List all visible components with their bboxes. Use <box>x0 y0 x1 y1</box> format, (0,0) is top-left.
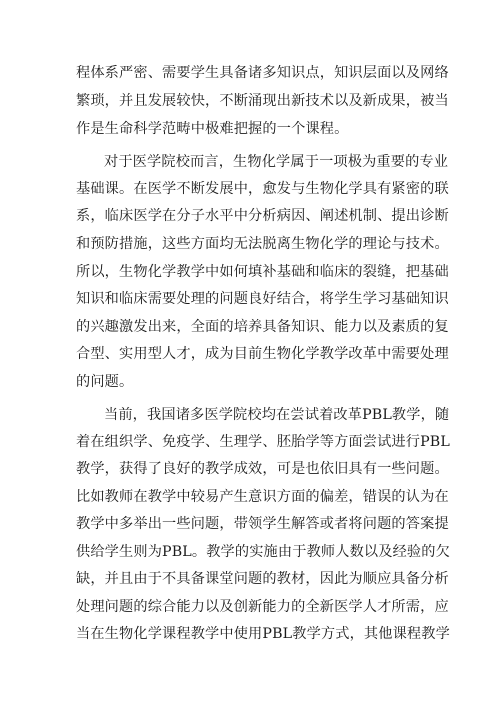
text-line: 知识和临床需要处理的问题良好结合，将学生学习基础知识 <box>76 291 449 307</box>
text-line: 供给学生则为PBL。教学的实施由于教师人数以及经验的欠 <box>76 544 450 560</box>
text-line: 系，临床医学在分子水平中分析病因、阐述机制、提出诊断 <box>76 208 449 224</box>
text-line: 比如教师在教学中较易产生意识方面的偏差，错误的认为在 <box>76 489 449 505</box>
text-line: 基础课。在医学不断发展中，愈发与生物化学具有紧密的联 <box>76 181 449 197</box>
text-line: 的兴趣激发出来，全面的培养具备知识、能力以及素质的复 <box>76 319 449 335</box>
text-line: 作是生命科学范畴中极难把握的一个课程。 <box>76 121 349 137</box>
text-line: 的问题。 <box>76 374 134 390</box>
text-line: 繁琐，并且发展较快，不断涌现出新技术以及新成果，被当 <box>76 93 449 109</box>
text-line: 处理问题的综合能力以及创新能力的全新医学人才所需，应 <box>76 599 449 615</box>
text-line: 所以，生物化学教学中如何填补基础和临床的裂缝，把基础 <box>76 264 449 280</box>
text-line: 和预防措施，这些方面均无法脱离生物化学的理论与技术。 <box>76 236 449 252</box>
text-line: 教学，获得了良好的教学成效，可是也依旧具有一些问题。 <box>76 461 449 477</box>
text-line: 缺，并且由于不具备课堂问题的教材，因此为顺应具备分析 <box>76 571 449 587</box>
text-line: 着在组织学、免疫学、生理学、胚胎学等方面尝试进行PBL <box>76 434 450 450</box>
text-line: 当在生物化学课程教学中使用PBL教学方式，其他课程教学 <box>76 626 450 642</box>
text-line: 对于医学院校而言，生物化学属于一项极为重要的专业 <box>104 154 449 170</box>
text-line: 合型、实用型人才，成为目前生物化学教学改革中需要处理 <box>76 346 449 362</box>
text-line: 程体系严密、需要学生具备诸多知识点，知识层面以及网络 <box>76 65 449 81</box>
text-line: 当前，我国诸多医学院校均在尝试着改革PBL教学，随 <box>104 407 450 423</box>
text-line: 教学中多举出一些问题，带领学生解答或者将问题的答案提 <box>76 516 449 532</box>
